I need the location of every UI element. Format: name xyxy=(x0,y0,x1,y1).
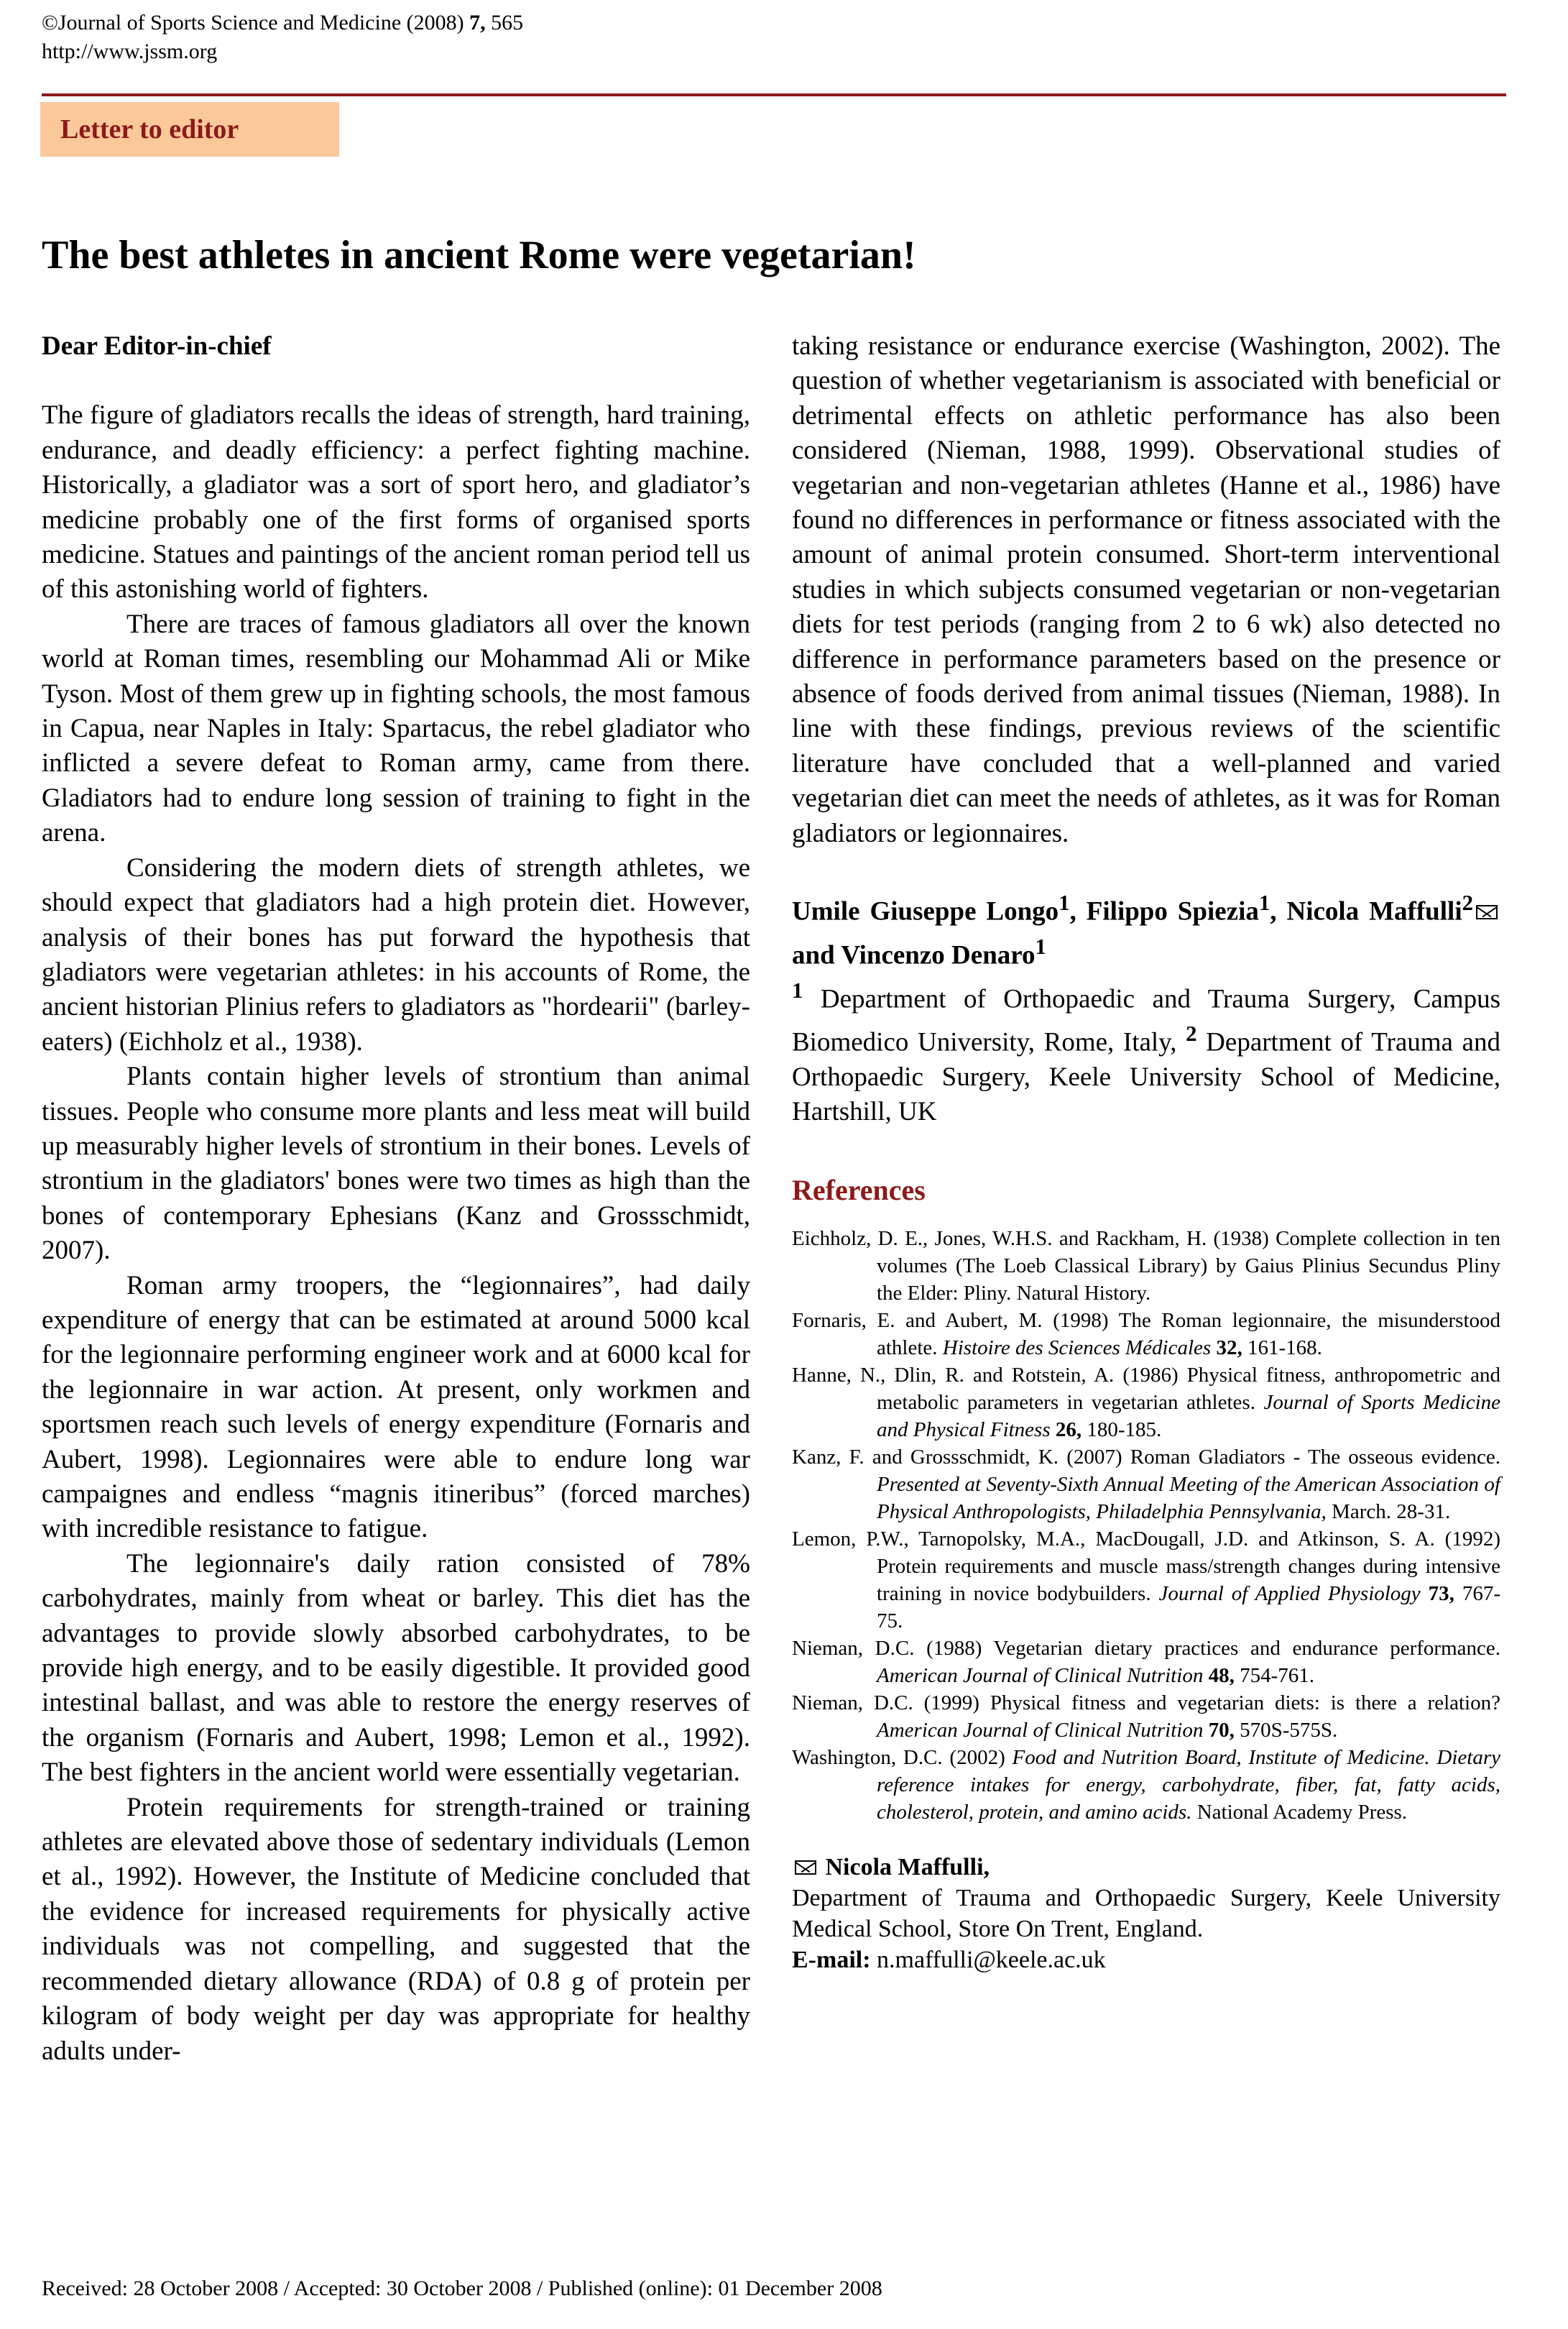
references-heading: References xyxy=(792,1173,926,1206)
body-paragraph-4: Plants contain higher levels of strontium than animal tissues. People who consume more plants and less meat will build up measurably higher levels of strontium in their bones. Levels of strontium in the gladiators' bones were two times as high than the bones of contemporary Ephesians (Kanz and Grossschmidt, 2007). xyxy=(42,1062,750,1266)
journal-line-prefix: ©Journal of Sports Science and Medicine (2008) xyxy=(42,11,470,35)
article-type-badge: Letter to editor xyxy=(40,102,339,157)
author-affiliation-sup: 1 xyxy=(1035,934,1046,959)
author-name: Vincenzo Denaro xyxy=(841,940,1036,970)
body-paragraph-3: Considering the modern diets of strength athletes, we should expect that gladiators had a high protein diet. However, analysis of their bones has put forward the hypothesis that gladiators were vegetarian athletes: in his accounts of Rome, the ancient historian Plinius refers to gladiators as "hordearii" (barley-eaters) (Eichholz et al., 1938). xyxy=(42,853,750,1057)
affiliation-marker: 1 xyxy=(792,978,803,1003)
body-paragraph-1: The figure of gladiators recalls the ideas of strength, hard training, endurance, and deadly efficiency: a perfect fighting machine. Historically, a gladiator was a sort of sport hero, and gladiator’s medicine probably one of the first forms of organised sports medicine. Statues and paintings of the ancient roman period tell us of this astonishing world of fighters. xyxy=(42,400,750,605)
reference-item: Nieman, D.C. (1999) Physical fitness and vegetarian diets: is there a relation? American Journal of Clinical Nutrition 70, 570S-575S. xyxy=(792,1691,1500,1742)
journal-citation xyxy=(42,10,523,36)
publication-dates: Received: 28 October 2008 / Accepted: 30 October 2008 / Published (online): 01 December 2008 xyxy=(42,2277,882,2300)
body-paragraph-7-continued: taking resistance or endurance exercise (Washington, 2002). The question of whether vegetarianism is associated with beneficial or detrimental effects on athletic performance has also been considered (Nieman, 1988, 1999). Observational studies of vegetarian and non-vegetarian athletes (Hanne et al., 1986) have found no differences in performance or fitness associated with the amount of animal protein consumed. Short-term interventional studies in which subjects consumed vegetarian or non-vegetarian diets for test periods (ranging from 2 to 6 wk) also detected no difference in performance parameters based on the presence or absence of foods derived from animal tissues (Nieman, 1988). In line with these findings, previous reviews of the scientific literature have concluded that a well-planned and varied vegetarian diet can meet the needs of athletes, as it was for Roman gladiators or legionnaires. xyxy=(792,331,1500,848)
affiliation-text: Department of Trauma and Orthopaedic Surgery, Keele University School of Medicine, Hartshill, UK xyxy=(792,1027,1500,1127)
salutation: Dear Editor-in-chief xyxy=(42,331,272,361)
reference-item: Nieman, D.C. (1988) Vegetarian dietary practices and endurance performance. American Journal of Clinical Nutrition 48, 754-761. xyxy=(792,1637,1500,1688)
reference-list xyxy=(792,1225,1500,1826)
contact-name: Nicola Maffulli, xyxy=(825,1854,990,1881)
right-column xyxy=(792,329,1500,1975)
journal-page: 565 xyxy=(485,11,524,35)
reference-item: Eichholz, D. E., Jones, W.H.S. and Rackham, H. (1938) Complete collection in ten volumes (The Loeb Classical Library) by Gaius Plinius Secundus Pliny the Elder: Pliny. Natural History. xyxy=(792,1227,1500,1305)
affiliations xyxy=(792,973,1500,1130)
affiliation-text: Department of Orthopaedic and Trauma Surgery, Campus Biomedico University, Rome, Italy, xyxy=(792,983,1500,1057)
email-label: E-mail: xyxy=(792,1947,871,1974)
reference-item: Hanne, N., Dlin, R. and Rotstein, A. (1986) Physical fitness, anthropometric and metabolic parameters in vegetarian athletes. Journal of Sports Medicine and Physical Fitness 26, 180-185. xyxy=(792,1364,1500,1442)
body-paragraph-6: The legionnaire's daily ration consisted of 78% carbohydrates, mainly from wheat or barley. This diet has the advantages to provide slowly absorbed carbohydrates, to be provide high energy, and to be easily digestible. It provided good intestinal ballast, and was able to restore the energy reserves of the organism (Fornaris and Aubert, 1998; Lemon et al., 1992). The best fighters in the ancient world were essentially vegetarian. xyxy=(42,1548,750,1788)
author-name: Filippo Spiezia xyxy=(1086,896,1259,927)
reference-item: Kanz, F. and Grossschmidt, K. (2007) Roman Gladiators - The osseous evidence. Presented at Seventy-Sixth Annual Meeting of the American Association of Physical Anthropologists, Philadelphia Pennsylvania, March. 28-31. xyxy=(792,1446,1500,1524)
affiliation-marker: 2 xyxy=(1186,1021,1197,1047)
body-paragraph-2: There are traces of famous gladiators all over the known world at Roman times, resembling our Mohammad Ali or Mike Tyson. Most of them grew up in fighting schools, the most famous in Capua, near Naples in Italy: Spartacus, the rebel gladiator who inflicted a severe defeat to Roman army, came from there. Gladiators had to endure long session of training to fight in the arena. xyxy=(42,609,750,848)
email-address[interactable]: n.maffulli@keele.ac.uk xyxy=(870,1947,1106,1974)
contact-address: Department of Trauma and Orthopaedic Surgery, Keele University Medical School, Store On Trent, England. xyxy=(792,1885,1500,1943)
body-paragraph-5: Roman army troopers, the “legionnaires”, had daily expenditure of energy that can be estimated at around 5000 kcal for the legionnaire performing engineer work and at 6000 kcal for the legionnaire in war action. At present, only workmen and sportsmen reach such levels of energy expenditure (Fornaris and Aubert, 1998). Legionnaires were able to endure long war campaignes and endless “magnis itineribus” (forced marches) with incredible resistance to fatigue. xyxy=(42,1270,750,1544)
author-affiliation-sup: 1 xyxy=(1258,891,1270,916)
journal-url[interactable]: http://www.jssm.org xyxy=(42,40,218,63)
reference-item: Lemon, P.W., Tarnopolsky, M.A., MacDougall, J.D. and Atkinson, S. A. (1992) Protein requirements and muscle mass/strength changes during intensive training in novice bodybuilders. Journal of Applied Physiology 73, 767-75. xyxy=(792,1528,1500,1633)
article-title: The best athletes in ancient Rome were vegetarian! xyxy=(42,233,916,277)
envelope-icon xyxy=(1476,905,1498,919)
author-affiliation-sup: 2 xyxy=(1462,891,1474,916)
reference-item: Washington, D.C. (2002) Food and Nutrition Board, Institute of Medicine. Dietary reference intakes for energy, carbohydrate, fiber, fat, fatty acids, cholesterol, protein, and amino acids. National Academy Press. xyxy=(792,1746,1500,1824)
author-list: Umile Giuseppe Longo$^1$, Filippo Spiezia$^1$, Nicola Maffulli$^2$ and Vincenzo Denaro$^1$ xyxy=(792,886,1500,973)
header-rule xyxy=(42,93,1506,96)
left-column xyxy=(42,329,750,2069)
journal-volume: 7, xyxy=(469,11,486,35)
body-paragraph-7-start: Protein requirements for strength-trained or training athletes are elevated above those of sedentary individuals (Lemon et al., 1992). However, the Institute of Medicine concluded that the evidence for increased requirements for physically active individuals was not compelling, and suggested that the recommended dietary allowance (RDA) of 0.8 g of protein per kilogram of body weight per day was appropriate for healthy adults under- xyxy=(42,1792,750,2066)
author-name: Umile Giuseppe Longo xyxy=(792,896,1059,927)
author-name: Nicola Maffulli xyxy=(1286,896,1462,927)
author-affiliation-sup: 1 xyxy=(1059,891,1070,916)
reference-item: Fornaris, E. and Aubert, M. (1998) The Roman legionnaire, the misunderstood athlete. Histoire des Sciences Médicales 32, 161-168. xyxy=(792,1309,1500,1360)
envelope-icon xyxy=(795,1860,816,1875)
corresponding-author xyxy=(792,1852,1500,1975)
